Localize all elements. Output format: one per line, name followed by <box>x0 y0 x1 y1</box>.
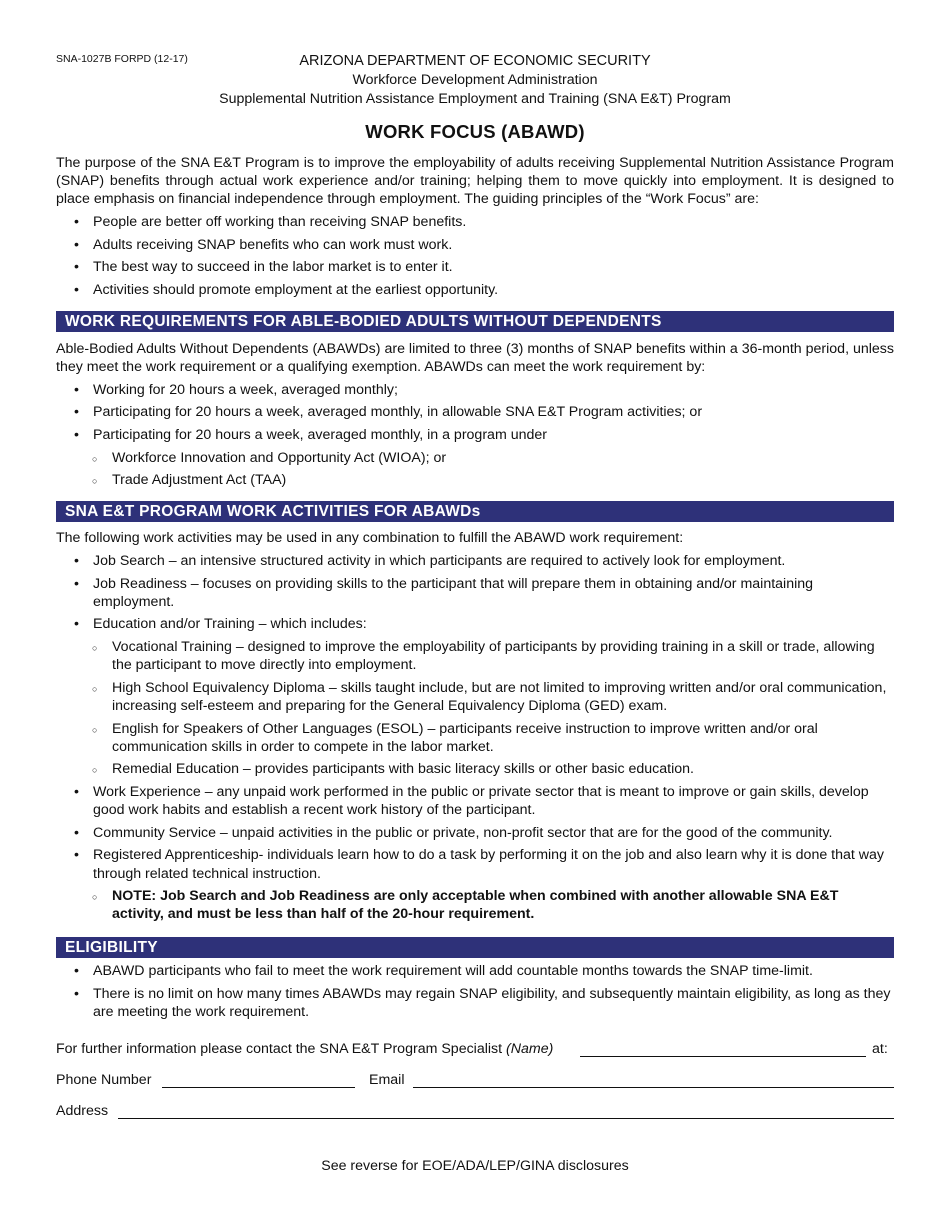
list-item: • Community Service – unpaid activities in the public or private, non-profit sector that are for the good of the community. <box>56 824 894 842</box>
list-item: • Job Readiness – focuses on providing skills to the participant that will prepare them in obtaining and/or maintaining employment. <box>56 575 894 611</box>
contact-lead: For further information please contact the SNA E&T Program Specialist <box>56 1041 503 1057</box>
division-name: Workforce Development Administration <box>352 72 598 88</box>
address-field[interactable] <box>118 1118 894 1119</box>
agency-name: ARIZONA DEPARTMENT OF ECONOMIC SECURITY <box>299 53 651 69</box>
sub-list-item: ○ High School Equivalency Diploma – skills taught include, but are not limited to improving written and/or oral communication, increasing self-esteem and preparing for the General Equivalency Diploma (GED) exam. <box>56 679 894 715</box>
list-item: • Activities should promote employment at the earliest opportunity. <box>56 281 894 299</box>
form-id: SNA-1027B FORPD (12-17) <box>56 53 188 65</box>
list-item: • Job Search – an intensive structured activity in which participants are required to actively look for employment. <box>56 552 894 570</box>
list-item: • ABAWD participants who fail to meet the work requirement will add countable months towards the SNAP time-limit. <box>56 962 894 980</box>
sub-list-item: ○ Trade Adjustment Act (TAA) <box>56 471 894 489</box>
note-item: ○ NOTE: Job Search and Job Readiness are only acceptable when combined with another allowable SNA E&T activity, and must be less than half of the 20-hour requirement. <box>56 887 894 923</box>
phone-field[interactable] <box>162 1087 355 1088</box>
list-item: • There is no limit on how many times ABAWDs may regain SNAP eligibility, and subsequently maintain eligibility, as long as they are meeting the work requirement. <box>56 985 894 1021</box>
list-item: • Education and/or Training – which includes: <box>56 615 894 633</box>
name-hint: (Name) <box>506 1041 554 1057</box>
work-requirements-paragraph: Able-Bodied Adults Without Dependents (ABAWDs) are limited to three (3) months of SNAP benefits within a 36-month period, unless they meet the work requirement or a qualifying exemption. ABAWDs can meet the work requirement by: <box>56 340 894 376</box>
address-label: Address <box>56 1103 109 1119</box>
sub-list-item: ○ English for Speakers of Other Languages (ESOL) – participants receive instruction to improve written and/or oral communication skills in order to compete in the labor market. <box>56 720 894 756</box>
work-activities-list-b <box>56 783 894 883</box>
list-item: • Participating for 20 hours a week, averaged monthly, in a program under <box>56 426 894 444</box>
work-activities-list-a <box>56 552 894 634</box>
section-heading-eligibility: ELIGIBILITY <box>56 937 894 958</box>
agency-header <box>56 52 894 109</box>
section-heading-work-activities: SNA E&T PROGRAM WORK ACTIVITIES FOR ABAWDs <box>56 501 894 522</box>
intro-paragraph: The purpose of the SNA E&T Program is to improve the employability of adults receiving Supplemental Nutrition Assistance Program (SNAP) benefits through actual work experience and/or training; helping them to move quickly into employment. It is designed to place emphasis on financial independence through employment. The guiding principles of the “Work Focus” are: <box>56 155 894 208</box>
education-sublist <box>56 638 894 779</box>
list-item: • Working for 20 hours a week, averaged monthly; <box>56 381 894 399</box>
email-field[interactable] <box>413 1087 894 1088</box>
work-activities-paragraph: The following work activities may be used in any combination to fulfill the ABAWD work requirement: <box>56 530 684 547</box>
footer-note: See reverse for EOE/ADA/LEP/GINA disclosures <box>321 1158 629 1174</box>
section-heading-work-requirements: WORK REQUIREMENTS FOR ABLE-BODIED ADULTS WITHOUT DEPENDENTS <box>56 311 894 332</box>
phone-label: Phone Number <box>56 1072 152 1088</box>
list-item: • The best way to succeed in the labor market is to enter it. <box>56 258 894 276</box>
sub-list-item: ○ Remedial Education – provides participants with basic literacy skills or other basic education. <box>56 760 894 778</box>
email-label: Email <box>369 1072 405 1088</box>
sub-list-item: ○ Workforce Innovation and Opportunity Act (WIOA); or <box>56 449 894 467</box>
document-body <box>56 52 894 1021</box>
program-name: Supplemental Nutrition Assistance Employment and Training (SNA E&T) Program <box>219 91 731 107</box>
work-requirements-list <box>56 381 894 444</box>
list-item: • Registered Apprenticeship- individuals learn how to do a task by performing it on the job and also learn why it is done that way through related technical instruction. <box>56 846 894 882</box>
sub-list-item: ○ Vocational Training – designed to improve the employability of participants by providing training in a skill or trade, allowing the participant to move directly into employment. <box>56 638 894 674</box>
list-item: • Work Experience – any unpaid work performed in the public or private sector that is meant to improve or gain skills, develop good work habits and establish a recent work history of the participant. <box>56 783 894 819</box>
principles-list <box>56 213 894 299</box>
page-title: WORK FOCUS (ABAWD) <box>365 121 585 142</box>
note-sublist <box>56 887 894 923</box>
contact-line <box>56 1041 553 1057</box>
at-label: at: <box>872 1041 888 1057</box>
eligibility-list <box>56 962 894 1021</box>
program-sublist <box>56 449 894 490</box>
list-item: • Participating for 20 hours a week, averaged monthly, in allowable SNA E&T Program activities; or <box>56 403 894 421</box>
list-item: • Adults receiving SNAP benefits who can work must work. <box>56 236 894 254</box>
list-item: • People are better off working than receiving SNAP benefits. <box>56 213 894 231</box>
specialist-name-field[interactable] <box>580 1056 866 1057</box>
